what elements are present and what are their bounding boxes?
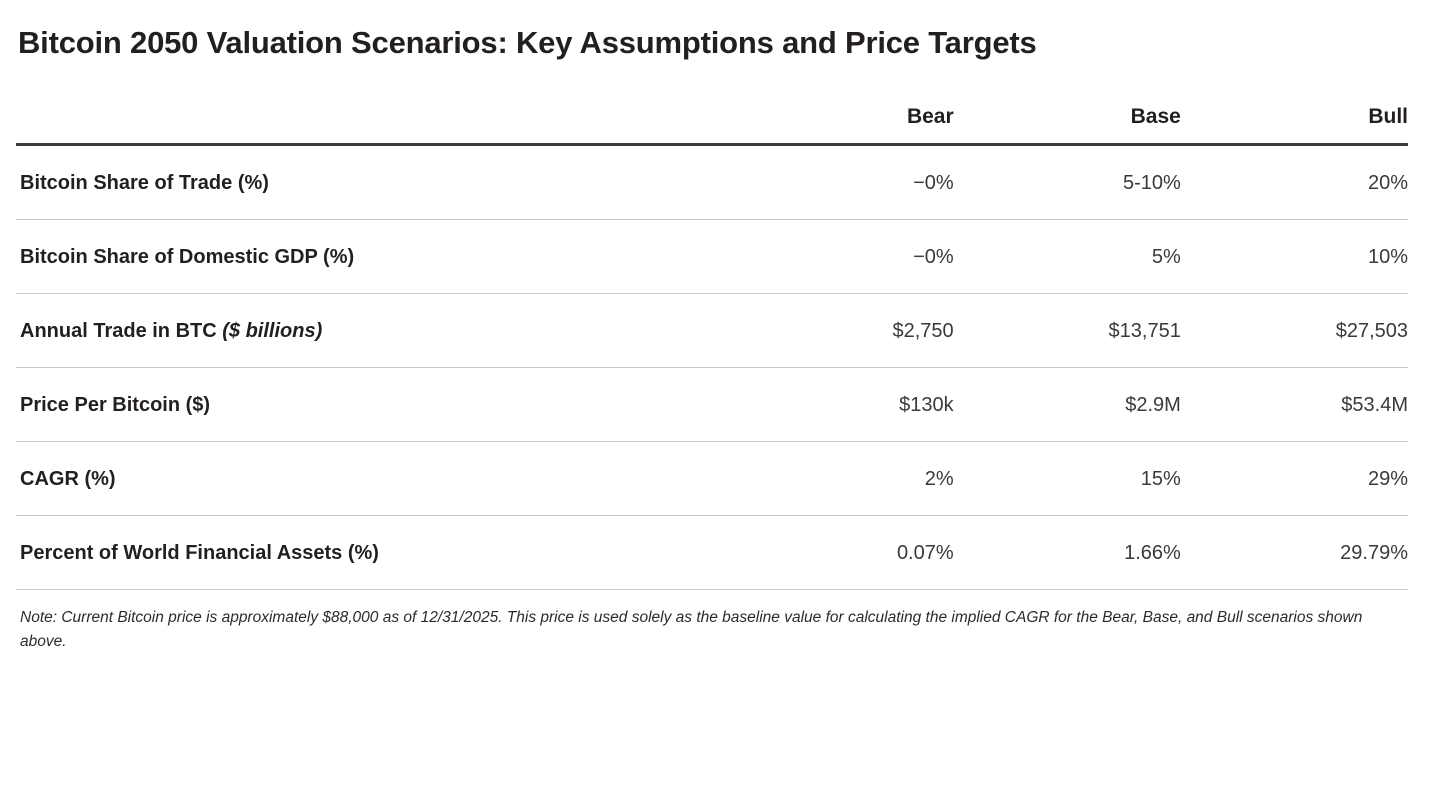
row-label-text: CAGR (%)	[20, 468, 116, 491]
cell-bull: 20%	[1181, 145, 1408, 220]
row-label	[16, 220, 727, 294]
table-row	[16, 368, 1408, 442]
page-title: Bitcoin 2050 Valuation Scenarios: Key Assumptions and Price Targets	[18, 25, 1037, 60]
cell-bull: 29.79%	[1181, 516, 1408, 590]
table-row	[16, 516, 1408, 590]
scenario-table	[16, 105, 1408, 590]
cell-bull: 29%	[1181, 442, 1408, 516]
row-label-text: Annual Trade in BTC	[20, 320, 217, 343]
table-header	[16, 105, 1408, 145]
cell-base: 15%	[954, 442, 1181, 516]
column-header-bull: Bull	[1368, 105, 1408, 129]
row-label-text: Price Per Bitcoin ($)	[20, 394, 211, 417]
cell-bear: $2,750	[727, 294, 954, 368]
row-label-text: Bitcoin Share of Domestic GDP (%)	[20, 246, 355, 269]
cell-bear: 0.07%	[727, 516, 954, 590]
row-label	[16, 368, 727, 442]
table-body	[16, 145, 1408, 590]
row-label	[16, 516, 727, 590]
row-label-unit: ($ billions)	[222, 320, 323, 343]
row-label	[16, 145, 727, 220]
row-label-text: Bitcoin Share of Trade (%)	[20, 172, 269, 195]
row-label-text: Percent of World Financial Assets (%)	[20, 542, 379, 565]
table-header-row	[16, 105, 1408, 145]
cell-bear: 2%	[727, 442, 954, 516]
table-row	[16, 294, 1408, 368]
cell-base: 5%	[954, 220, 1181, 294]
cell-bear: $130k	[727, 368, 954, 442]
cell-bull: 10%	[1181, 220, 1408, 294]
cell-base: 1.66%	[954, 516, 1181, 590]
column-header-label	[16, 105, 727, 145]
cell-base: $13,751	[954, 294, 1181, 368]
column-header-bear: Bear	[906, 105, 954, 129]
column-header-base: Base	[1130, 105, 1181, 129]
cell-bull: $53.4M	[1181, 368, 1408, 442]
cell-bear: −0%	[727, 220, 954, 294]
cell-base: $2.9M	[954, 368, 1181, 442]
row-label	[16, 442, 727, 516]
table-row	[16, 442, 1408, 516]
table-note: Note: Current Bitcoin price is approximately $88,000 as of 12/31/2025. This price is used solely as the baseline value for calculating the implied CAGR for the Bear, Base, and Bull scenarios shown above.	[20, 609, 1363, 651]
cell-bull: $27,503	[1181, 294, 1408, 368]
cell-bear: −0%	[727, 145, 954, 220]
table-row	[16, 145, 1408, 220]
cell-base: 5-10%	[954, 145, 1181, 220]
table-row	[16, 220, 1408, 294]
row-label	[16, 294, 727, 368]
